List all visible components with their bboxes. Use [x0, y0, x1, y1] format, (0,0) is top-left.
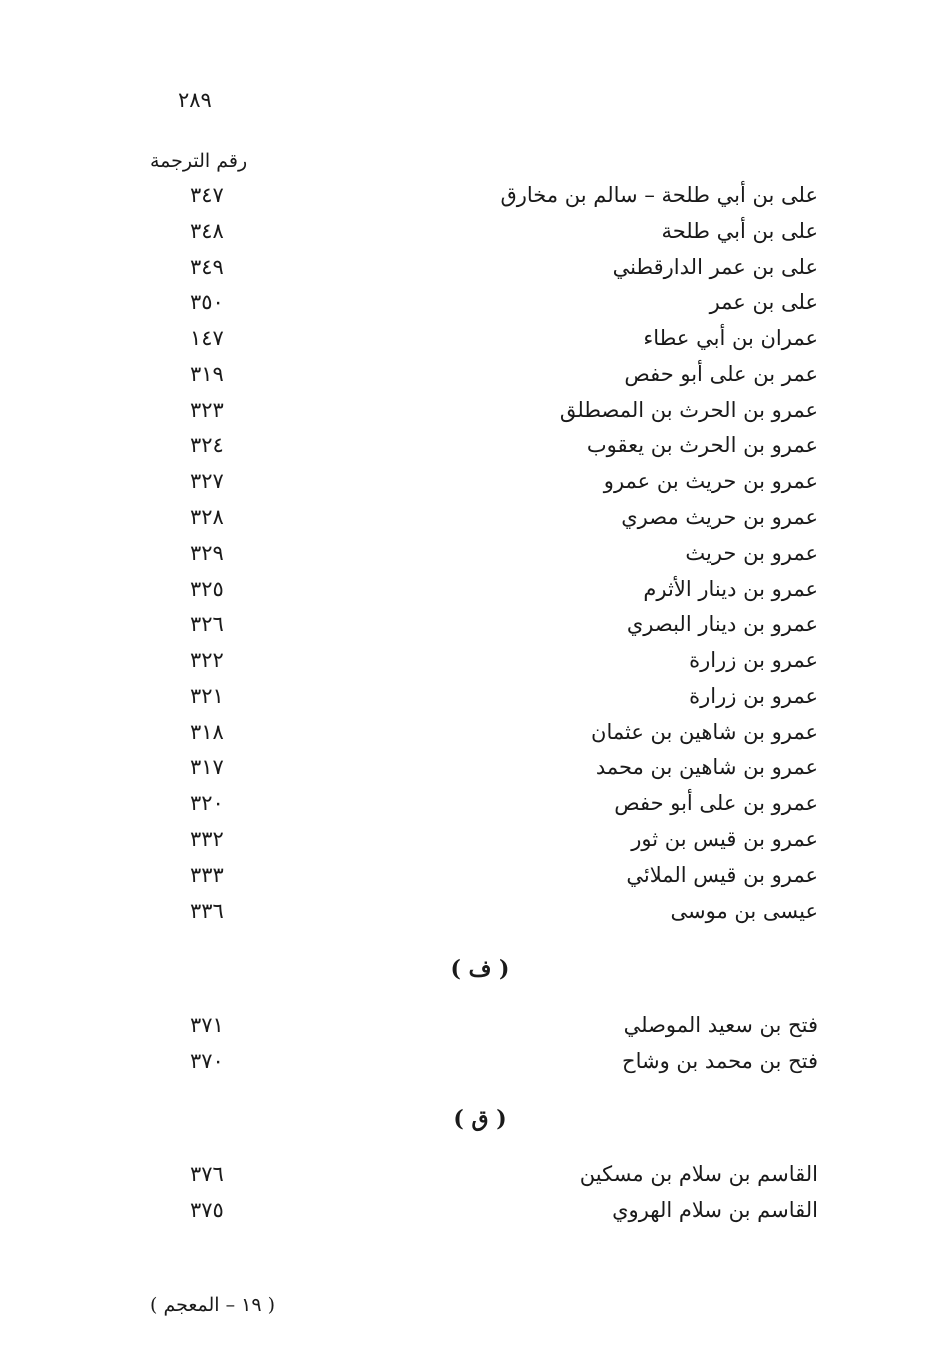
entry-name: عمرو بن دينار البصري — [626, 612, 818, 636]
list-item — [150, 612, 818, 646]
entry-number: ٣٢١ — [190, 684, 224, 708]
entry-number: ٣٤٧ — [190, 183, 224, 207]
entry-number: ٣٢٩ — [190, 541, 224, 565]
entry-number: ٣٤٩ — [190, 255, 224, 279]
entry-number: ٣١٩ — [190, 362, 224, 386]
entry-number: ١٤٧ — [190, 326, 224, 350]
entry-number: ٣٢٨ — [190, 505, 224, 529]
entry-number: ٣٢٧ — [190, 469, 224, 493]
section-heading-qaf: ( ق ) — [453, 1106, 507, 1132]
list-item — [150, 684, 818, 718]
list-item — [150, 255, 818, 289]
entry-number: ٣٣٢ — [190, 827, 224, 851]
entry-name: على بن أبي طلحة — [661, 219, 818, 243]
entry-number: ٣٢٣ — [190, 398, 224, 422]
entry-number: ٣٢٤ — [190, 433, 224, 457]
entry-name: عمرو بن حريث مصري — [621, 505, 818, 529]
list-item — [150, 899, 818, 933]
entry-number: ٣٧١ — [190, 1013, 224, 1037]
list-item — [150, 1198, 818, 1232]
entry-name: عمرو بن حريث بن عمرو — [603, 469, 818, 493]
entry-name: عمرو بن على أبو حفص — [614, 791, 818, 815]
entry-name: على بن عمر — [709, 290, 818, 314]
list-item — [150, 183, 818, 217]
list-item — [150, 469, 818, 503]
entry-number: ٣٧٥ — [190, 1198, 224, 1222]
entry-name: عمرو بن الحرث بن يعقوب — [586, 433, 818, 457]
entry-number: ٣٢٥ — [190, 577, 224, 601]
list-item — [150, 505, 818, 539]
list-item — [150, 1162, 818, 1196]
entry-number: ٣١٨ — [190, 720, 224, 744]
list-item — [150, 541, 818, 575]
list-item — [150, 648, 818, 682]
list-item — [150, 398, 818, 432]
entry-name: القاسم بن سلام الهروي — [612, 1198, 818, 1222]
entry-number: ٣٢٢ — [190, 648, 224, 672]
list-item — [150, 1013, 818, 1047]
entry-name: عمرو بن قيس بن ثور — [631, 827, 818, 851]
entry-name: على بن عمر الدارقطني — [612, 255, 818, 279]
list-item — [150, 219, 818, 253]
entry-name: فتح بن سعيد الموصلي — [623, 1013, 818, 1037]
list-item — [150, 791, 818, 825]
entry-name: عمرو بن حريث — [685, 541, 818, 565]
entry-name: على بن أبي طلحة – سالم بن مخارق — [500, 183, 818, 207]
list-item — [150, 827, 818, 861]
entry-name: القاسم بن سلام بن مسكين — [579, 1162, 818, 1186]
entry-number: ٣٢٠ — [190, 791, 224, 815]
entry-number: ٣٤٨ — [190, 219, 224, 243]
entry-name: عمرو بن شاهين بن عثمان — [591, 720, 818, 744]
list-item — [150, 755, 818, 789]
entry-name: عيسى بن موسى — [670, 899, 818, 923]
entry-number: ٣٢٦ — [190, 612, 224, 636]
entry-name: عمرو بن قيس الملائي — [626, 863, 818, 887]
entry-number: ٣١٧ — [190, 755, 224, 779]
list-item — [150, 863, 818, 897]
entry-number: ٣٧٦ — [190, 1162, 224, 1186]
entry-name: عمرو بن زرارة — [689, 648, 818, 672]
list-item — [150, 362, 818, 396]
entry-name: عمرو بن الحرث بن المصطلق — [559, 398, 818, 422]
list-item — [150, 433, 818, 467]
section-heading-fa: ( ف ) — [450, 956, 510, 982]
entry-name: عمر بن على أبو حفص — [624, 362, 818, 386]
entry-name: عمرو بن زرارة — [689, 684, 818, 708]
entry-number: ٣٧٠ — [190, 1049, 224, 1073]
list-item — [150, 326, 818, 360]
page-number: ٢٨٩ — [178, 88, 212, 112]
entry-name: عمرو بن شاهين بن محمد — [595, 755, 818, 779]
entry-name: فتح بن محمد بن وشاح — [622, 1049, 818, 1073]
list-item — [150, 290, 818, 324]
entry-number: ٣٣٦ — [190, 899, 224, 923]
entry-number: ٣٥٠ — [190, 290, 224, 314]
entry-name: عمرو بن دينار الأثرم — [643, 577, 818, 601]
list-item — [150, 577, 818, 611]
footer-note: ( ١٩ – المعجم ) — [150, 1294, 276, 1316]
list-item — [150, 1049, 818, 1083]
entry-name: عمران بن أبي عطاء — [643, 326, 818, 350]
column-header: رقم الترجمة — [150, 150, 248, 172]
list-item — [150, 720, 818, 754]
entry-number: ٣٣٣ — [190, 863, 224, 887]
